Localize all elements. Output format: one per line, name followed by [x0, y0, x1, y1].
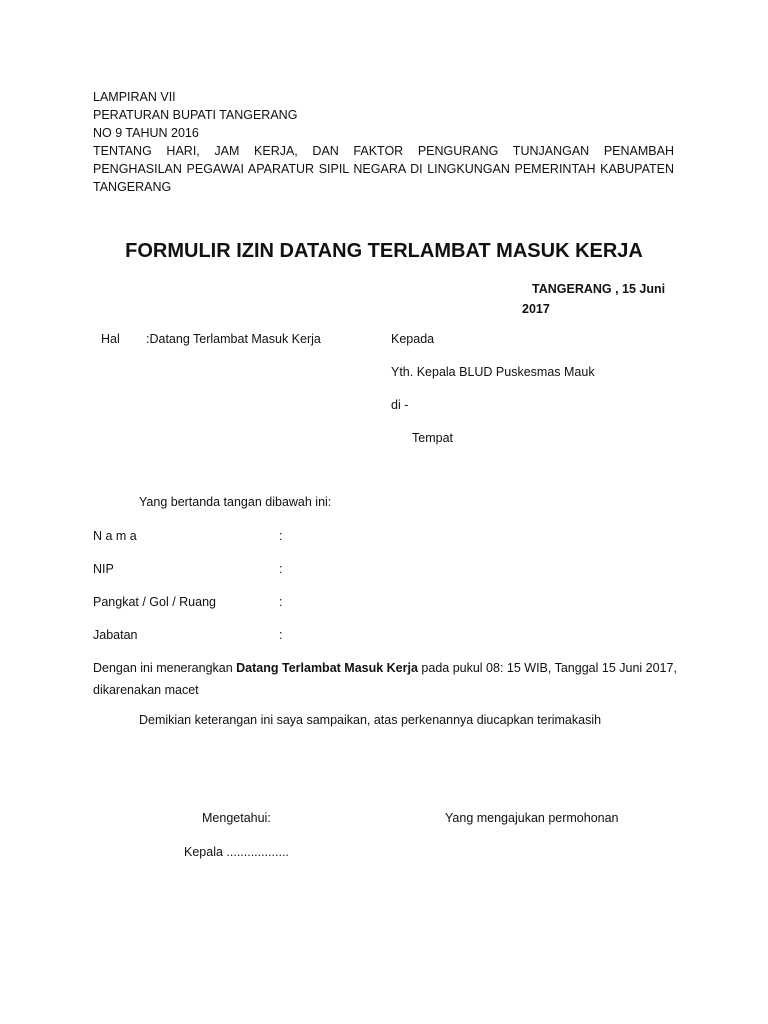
statement-paragraph: [93, 657, 678, 701]
field-nip-label: NIP: [93, 562, 114, 576]
closing-text: Demikian keterangan ini saya sampaikan, atas perkenannya diucapkan terimakasih: [139, 713, 602, 727]
form-title: FORMULIR IZIN DATANG TERLAMBAT MASUK KERJA: [125, 240, 643, 262]
pemohon-label: Yang mengajukan permohonan: [445, 811, 619, 825]
field-jabatan-colon: :: [279, 628, 283, 642]
kepala-signature-line: Kepala ..................: [184, 845, 289, 859]
kepada-label: Kepada: [391, 332, 435, 346]
recipient-di: di -: [391, 398, 409, 412]
place-date-line2: 2017: [522, 302, 550, 316]
intro-text: Yang bertanda tangan dibawah ini:: [139, 495, 332, 509]
field-pangkat-colon: :: [279, 595, 283, 609]
nomor-label: NO 9 TAHUN 2016: [93, 126, 199, 140]
place-date: [518, 279, 668, 319]
lampiran-label: LAMPIRAN VII: [93, 90, 176, 104]
statement-prefix: Dengan ini menerangkan: [93, 661, 237, 675]
recipient-tempat: Tempat: [412, 431, 453, 445]
field-nip-colon: :: [279, 562, 283, 576]
mengetahui-label: Mengetahui:: [202, 811, 271, 825]
tentang-text: TENTANG HARI, JAM KERJA, DAN FAKTOR PENGURANG TUNJANGAN PENAMBAH PENGHASILAN PEGAWAI APARATUR SIPIL NEGARA DI LINGKUNGAN PEMERINTAH KABUPATEN TANGERANG: [93, 144, 674, 194]
peraturan-label: PERATURAN BUPATI TANGERANG: [93, 108, 298, 122]
field-nama-colon: :: [279, 529, 283, 543]
hal-value: :Datang Terlambat Masuk Kerja: [146, 332, 321, 346]
recipient-name: Yth. Kepala BLUD Puskesmas Mauk: [391, 365, 595, 379]
field-jabatan-label: Jabatan: [93, 628, 138, 642]
statement-suffix: pada pukul 08: 15 WIB, Tanggal 15 Juni 2017, dikarenakan macet: [93, 661, 677, 697]
statement-bold: Datang Terlambat Masuk Kerja: [236, 661, 418, 675]
regulation-header: [93, 88, 674, 196]
hal-label: Hal: [101, 332, 120, 346]
place-date-line1: TANGERANG , 15 Juni: [532, 282, 666, 296]
field-pangkat-label: Pangkat / Gol / Ruang: [93, 595, 216, 609]
field-nama-label: N a m a: [93, 529, 137, 543]
